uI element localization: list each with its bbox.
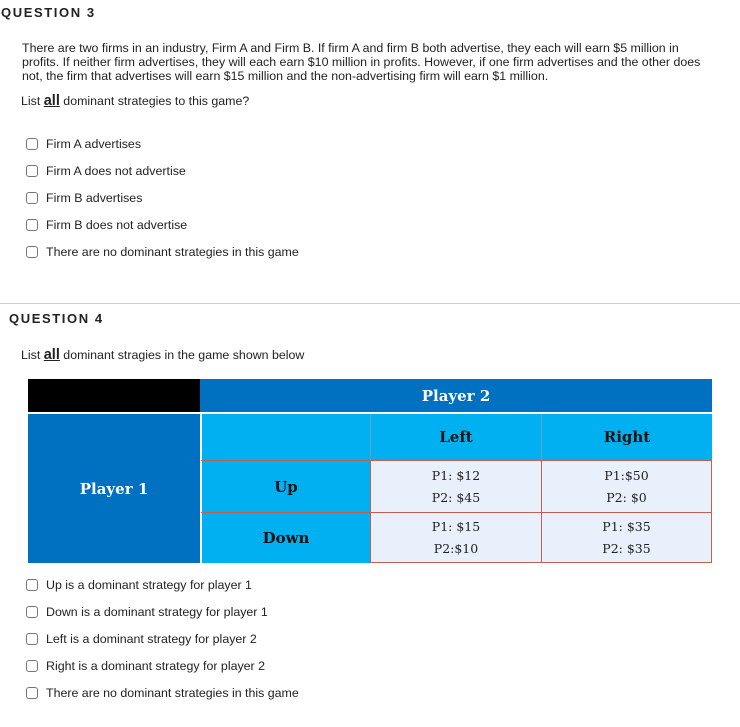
payoff-p1: P1:$50 xyxy=(604,467,649,483)
question-3-text xyxy=(22,41,738,83)
option-label: Down is a dominant strategy for player 1 xyxy=(46,605,268,619)
question-3-text-line: profits. If neither firm advertises, they will each earn $10 million in profits. However, if one firm advertises and the other does xyxy=(22,55,701,69)
option-no-dominant-strategies[interactable] xyxy=(26,686,299,713)
payoff-cell-down-left xyxy=(370,512,541,563)
question-4-header: QUESTION 4 xyxy=(9,311,104,326)
option-firm-b-advertises[interactable] xyxy=(26,191,299,218)
question-3-header: QUESTION 3 xyxy=(1,5,96,20)
player-1-header: Player 1 xyxy=(28,412,200,563)
column-label-right: Right xyxy=(541,414,712,460)
matrix-blank-label-cell xyxy=(200,414,370,460)
prompt-emphasis: all xyxy=(43,347,60,363)
option-left-dominant-player-2[interactable] xyxy=(26,632,299,659)
payoff-p2: P2: $45 xyxy=(431,489,481,505)
option-label: There are no dominant strategies in this game xyxy=(46,245,299,259)
option-firm-a-does-not-advertise[interactable] xyxy=(26,164,299,191)
question-3-prompt xyxy=(21,93,249,109)
row-label-down: Down xyxy=(200,512,370,563)
prompt-emphasis: all xyxy=(43,93,60,109)
option-label: Up is a dominant strategy for player 1 xyxy=(46,578,252,592)
payoff-p2: P2:$10 xyxy=(433,540,479,556)
question-divider xyxy=(0,303,740,304)
payoff-matrix xyxy=(28,379,712,563)
payoff-p1: P1: $15 xyxy=(431,518,481,534)
checkbox[interactable] xyxy=(26,138,38,150)
option-no-dominant-strategies[interactable] xyxy=(26,245,299,272)
option-firm-b-does-not-advertise[interactable] xyxy=(26,218,299,245)
option-down-dominant-player-1[interactable] xyxy=(26,605,299,632)
checkbox[interactable] xyxy=(26,579,38,591)
option-label: There are no dominant strategies in this game xyxy=(46,686,299,700)
question-3-text-line: not, the firm that advertises will earn $15 million and the non-advertising firm will earn $1 million. xyxy=(22,69,549,83)
prompt-text: List xyxy=(21,94,44,108)
payoff-cell-up-right xyxy=(541,460,712,512)
player-2-header: Player 2 xyxy=(200,379,712,412)
option-label: Firm B advertises xyxy=(46,191,143,205)
option-label: Left is a dominant strategy for player 2 xyxy=(46,632,257,646)
checkbox[interactable] xyxy=(26,606,38,618)
checkbox[interactable] xyxy=(26,687,38,699)
payoff-p1: P1: $35 xyxy=(602,518,651,534)
option-label: Firm B does not advertise xyxy=(46,218,188,232)
prompt-text: dominant strategies to this game? xyxy=(59,94,250,108)
payoff-cell-up-left xyxy=(370,460,541,512)
payoff-p1: P1: $12 xyxy=(431,467,481,483)
checkbox[interactable] xyxy=(26,633,38,645)
checkbox[interactable] xyxy=(26,660,38,672)
question-4-options xyxy=(26,578,299,713)
option-up-dominant-player-1[interactable] xyxy=(26,578,299,605)
option-label: Firm A advertises xyxy=(46,137,142,151)
option-label: Right is a dominant strategy for player 2 xyxy=(46,659,266,673)
checkbox[interactable] xyxy=(26,165,38,177)
option-firm-a-advertises[interactable] xyxy=(26,137,299,164)
matrix-corner-cell xyxy=(28,379,200,412)
question-3-text-line: There are two firms in an industry, Firm A and Firm B. If firm A and firm B both advertise, they each will earn $5 million in xyxy=(22,41,679,55)
row-label-up: Up xyxy=(200,460,370,512)
prompt-text: List xyxy=(21,348,44,362)
payoff-cell-down-right xyxy=(541,512,712,563)
question-4-prompt xyxy=(21,347,304,363)
checkbox[interactable] xyxy=(26,192,38,204)
option-label: Firm A does not advertise xyxy=(46,164,186,178)
question-3-options xyxy=(26,137,299,272)
checkbox[interactable] xyxy=(26,246,38,258)
prompt-text: dominant stragies in the game shown below xyxy=(59,348,305,362)
column-label-left: Left xyxy=(370,414,541,460)
payoff-p2: P2: $0 xyxy=(606,489,647,505)
checkbox[interactable] xyxy=(26,219,38,231)
payoff-p2: P2: $35 xyxy=(602,540,651,556)
option-right-dominant-player-2[interactable] xyxy=(26,659,299,686)
